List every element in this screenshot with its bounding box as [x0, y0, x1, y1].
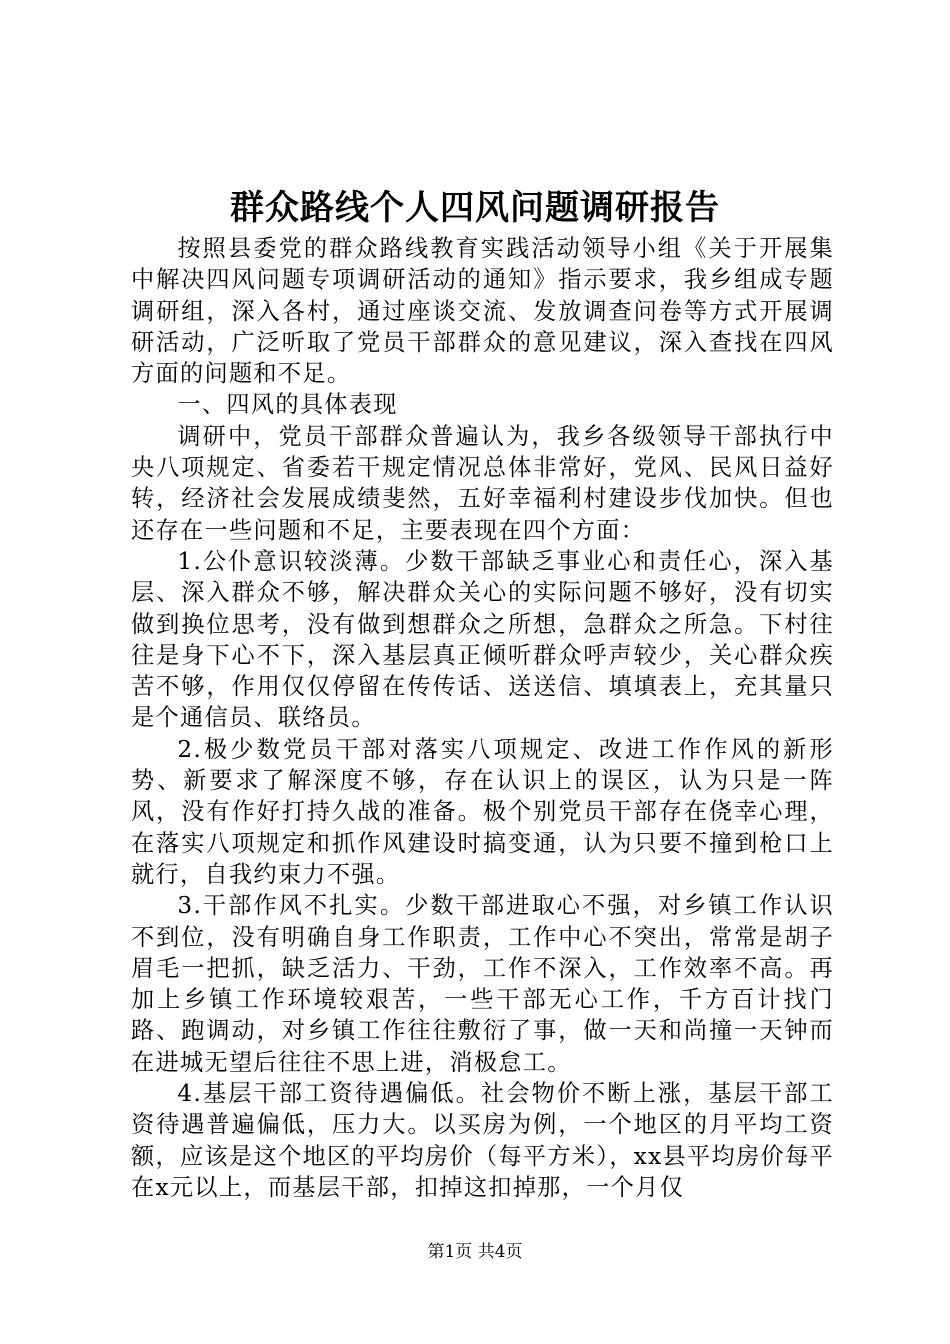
document-title: 群众路线个人四风问题调研报告: [230, 188, 720, 228]
document-body: [131, 233, 834, 1203]
survey-paragraph: 调研中，党员干部群众普遍认为，我乡各级领导干部执行中央八项规定、省委若干规定情况总体非常好，党风、民风日益好转，经济社会发展成绩斐然，五好幸福利村建设步伐加快。但也还存在一些问题和不足，主要表现在四个方面：: [131, 422, 834, 544]
point-2-paragraph: 2.极少数党员干部对落实八项规定、改进工作作风的新形势、新要求了解深度不够，存在认识上的误区，认为只是一阵风，没有作好打持久战的准备。极个别党员干部存在侥幸心理，在落实八项规定和抓作风建设时搞变通，认为只要不撞到枪口上就行，自我约束力不强。: [131, 735, 834, 888]
point-3-paragraph: 3.干部作风不扎实。少数干部进取心不强，对乡镇工作认识不到位，没有明确自身工作职责，工作中心不突出，常常是胡子眉毛一把抓，缺乏活力、干劲，工作不深入，工作效率不高。再加上乡镇工作环境较艰苦，一些干部无心工作，千方百计找门路、跑调动，对乡镇工作往往敷衍了事，做一天和尚撞一天钟而在进城无望后往往不思上进，消极怠工。: [131, 892, 834, 1076]
point-4-paragraph: 4.基层干部工资待遇偏低。社会物价不断上涨，基层干部工资待遇普遍偏低，压力大。以买房为例，一个地区的月平均工资额，应该是这个地区的平均房价（每平方米），xx县平均房价每平在x元以上，而基层干部，扣掉这扣掉那，一个月仅: [131, 1080, 834, 1201]
page-indicator: 第1页 共4页: [427, 1242, 523, 1262]
point-1-paragraph: 1.公仆意识较淡薄。少数干部缺乏事业心和责任心，深入基层、深入群众不够，解决群众关心的实际问题不够好，没有切实做到换位思考，没有做到想群众之所想，急群众之所急。下村往往是身下心不下，深入基层真正倾听群众呼声较少，关心群众疾苦不够，作用仅仅停留在传传话、送送信、填填表上，充其量只是个通信员、联络员。: [131, 547, 834, 732]
section-heading: 一、四风的具体表现: [177, 391, 398, 419]
intro-paragraph: 按照县委党的群众路线教育实践活动领导小组《关于开展集中解决四风问题专项调研活动的通知》指示要求，我乡组成专题调研组，深入各村，通过座谈交流、发放调查问卷等方式开展调研活动，广泛听取了党员干部群众的意见建议，深入查找在四风方面的问题和不足。: [131, 235, 834, 388]
